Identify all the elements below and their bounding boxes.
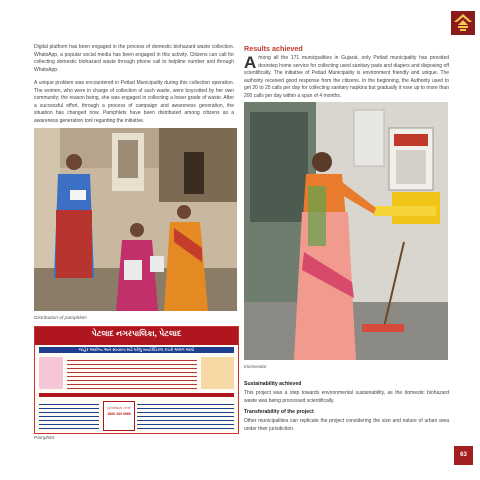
results-heading: Results achieved <box>244 44 303 53</box>
distribution-caption: Distribution of pamphlets <box>34 316 87 321</box>
transferability-paragraph: Other municipalities can replicate the project considering the size and nature of urban area under their jurisdiction. <box>244 418 449 432</box>
pamphlet-helpline-box <box>103 401 135 431</box>
pamphlet-divider <box>39 393 234 397</box>
pamphlet-info-left <box>39 401 99 429</box>
problem-paragraph: A unique problem was encountered in Petlad Municipality during this collection operation. The women, who were in charge of collection of such waste, were boycotted by her own community; the reason being, she was engaged in collecting a lower grade of waste. After a successful effort, through a process of campaign and awareness generation, the situation has changed now. Pamphlets have been distributed among citizens as a awareness generation tool regarding the initiative. <box>34 80 234 124</box>
intro-paragraph: Digital platform has been engaged in the process of domestic biohazard waste collection. WhatsApp, a popular social media has been engaged in this activity. Citizens can call for collecting domestic biohazard waste through phone call to helpline number and through WhatsApp. <box>34 44 234 73</box>
incinerator-caption: Incinerator <box>244 365 267 370</box>
dropcap-letter: A <box>244 53 257 72</box>
pamphlet-image-block <box>201 357 234 389</box>
incinerator-photo <box>244 102 448 360</box>
pamphlet-info-right <box>137 401 234 429</box>
organization-logo <box>451 11 475 35</box>
pamphlet-illustration <box>39 357 63 389</box>
pamphlet-subtitle: જાહેર આરોગ્ય અને સ્વચ્છતા માટે ઘરેલુ બાયોમેડિકલ કચરો અલગ આપો <box>78 347 195 352</box>
sustainability-paragraph: This project was a step towards environmental sustainability, as the domestic biohazard waste was being processed scientifically. <box>244 390 449 404</box>
sustainability-heading: Sustainability achieved <box>244 381 302 387</box>
pamphlet-image <box>34 326 239 434</box>
pamphlet-org-title: પેટલાદ નગરપાલિકા, પેટલાદ <box>91 329 182 338</box>
pamphlet-helpline-number: 1800 233 9066 <box>107 412 131 416</box>
transferability-heading: Transferability of the project <box>244 409 314 415</box>
results-text: mong all the 171 municipalities in Gujarat, only Petlad municipality has provided doorstep home service for collecting used sanitary pads and diapers and disposing off scientifically. The initiative of Petlad Municipality is environment friendly and unique. The authority received good response from the citizens. In the beginning, the Authority used to get 20 to 25 calls per day for collecting sanitary napkins but gradually it rose up to more than 200 calls per day within a span of 4 months. <box>244 55 449 99</box>
pamphlet-text-block <box>67 357 197 389</box>
pamphlet-caption: Pamphlet <box>34 436 55 441</box>
page-number: 63 <box>454 446 473 465</box>
results-paragraph <box>244 55 449 101</box>
pamphlet-distribution-photo <box>34 128 237 311</box>
pamphlet-helpline-label: હેલ્પલાઇન નંબર <box>107 406 131 410</box>
